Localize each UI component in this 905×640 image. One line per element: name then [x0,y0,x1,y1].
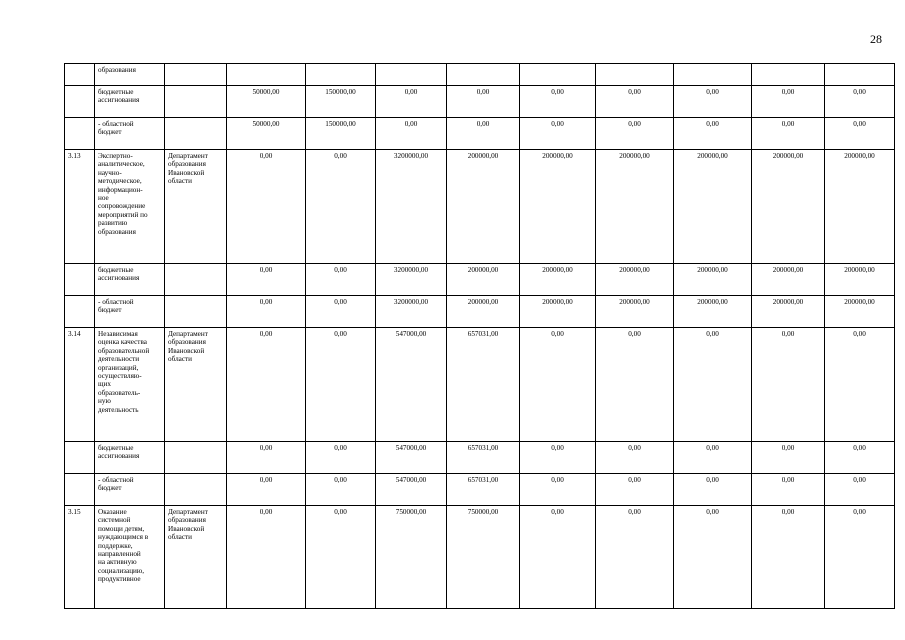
item-name-cell: бюджетные ассигнования [95,442,165,474]
value-cell: 0,00 [674,442,752,474]
value-cell: 0,00 [227,328,306,442]
value-cell: 200000,00 [825,150,895,264]
value-cell: 750000,00 [376,506,447,609]
executor-cell: Департамент образования Ивановской области [165,506,227,609]
value-cell: 200000,00 [520,296,596,328]
value-cell: 547000,00 [376,442,447,474]
value-cell: 0,00 [306,506,376,609]
item-name-cell: - областной бюджет [95,474,165,506]
value-cell: 200000,00 [447,264,520,296]
item-name-cell: - областной бюджет [95,296,165,328]
executor-cell [165,474,227,506]
item-number-cell [65,264,95,296]
value-cell [376,64,447,86]
value-cell: 50000,00 [227,118,306,150]
value-cell: 0,00 [825,328,895,442]
item-number-cell [65,442,95,474]
value-cell: 0,00 [596,328,674,442]
item-name-cell: Экспертно- аналитическое, научно- методическое, информацион- ное сопровождение мероприятий по развитию образования [95,150,165,264]
value-cell: 657031,00 [447,474,520,506]
value-cell: 150000,00 [306,86,376,118]
value-cell: 0,00 [227,296,306,328]
item-name-cell: бюджетные ассигнования [95,86,165,118]
value-cell: 657031,00 [447,442,520,474]
item-number-cell [65,296,95,328]
value-cell: 0,00 [227,150,306,264]
table-row [65,474,895,506]
value-cell: 0,00 [520,506,596,609]
item-number-cell: 3.13 [65,150,95,264]
value-cell: 0,00 [520,86,596,118]
item-name-cell: Независимая оценка качества образовательной деятельности организаций, осуществляю- щих образователь- ную деятельность [95,328,165,442]
value-cell: 3200000,00 [376,150,447,264]
executor-cell [165,64,227,86]
value-cell: 0,00 [227,264,306,296]
table-row [65,328,895,442]
value-cell: 0,00 [227,442,306,474]
value-cell: 0,00 [674,474,752,506]
value-cell: 0,00 [520,118,596,150]
table-row [65,150,895,264]
value-cell: 0,00 [376,86,447,118]
value-cell [596,64,674,86]
value-cell: 200000,00 [674,150,752,264]
value-cell: 50000,00 [227,86,306,118]
value-cell: 0,00 [674,86,752,118]
executor-cell [165,296,227,328]
value-cell: 657031,00 [447,328,520,442]
executor-cell [165,264,227,296]
item-name-cell: образования [95,64,165,86]
executor-cell: Департамент образования Ивановской области [165,328,227,442]
value-cell: 200000,00 [674,264,752,296]
value-cell [752,64,825,86]
value-cell: 200000,00 [825,264,895,296]
value-cell [520,64,596,86]
value-cell: 200000,00 [752,296,825,328]
item-number-cell [65,86,95,118]
value-cell: 0,00 [520,328,596,442]
executor-cell [165,86,227,118]
value-cell: 0,00 [752,474,825,506]
table-row [65,64,895,86]
value-cell: 0,00 [306,296,376,328]
value-cell: 200000,00 [825,296,895,328]
value-cell: 0,00 [447,118,520,150]
value-cell: 150000,00 [306,118,376,150]
executor-cell [165,118,227,150]
table-row [65,296,895,328]
value-cell: 0,00 [376,118,447,150]
table-row [65,264,895,296]
value-cell: 3200000,00 [376,264,447,296]
value-cell: 0,00 [306,442,376,474]
value-cell: 0,00 [447,86,520,118]
value-cell: 0,00 [752,86,825,118]
value-cell: 0,00 [752,442,825,474]
item-name-cell: бюджетные ассигнования [95,264,165,296]
value-cell: 0,00 [227,474,306,506]
value-cell: 0,00 [825,86,895,118]
value-cell: 0,00 [596,506,674,609]
value-cell: 200000,00 [447,150,520,264]
value-cell: 547000,00 [376,474,447,506]
value-cell: 0,00 [596,118,674,150]
value-cell: 0,00 [306,150,376,264]
value-cell: 0,00 [596,86,674,118]
value-cell [306,64,376,86]
value-cell: 0,00 [674,328,752,442]
value-cell: 0,00 [752,328,825,442]
value-cell: 750000,00 [447,506,520,609]
value-cell: 0,00 [752,118,825,150]
item-name-cell: - областной бюджет [95,118,165,150]
value-cell: 0,00 [752,506,825,609]
item-number-cell: 3.15 [65,506,95,609]
table-row [65,506,895,609]
value-cell [447,64,520,86]
item-number-cell [65,474,95,506]
value-cell: 200000,00 [596,264,674,296]
value-cell: 0,00 [825,442,895,474]
executor-cell: Департамент образования Ивановской области [165,150,227,264]
value-cell: 200000,00 [752,150,825,264]
value-cell: 547000,00 [376,328,447,442]
value-cell: 0,00 [306,264,376,296]
value-cell: 0,00 [596,442,674,474]
value-cell: 0,00 [520,442,596,474]
value-cell: 200000,00 [596,150,674,264]
value-cell: 0,00 [306,474,376,506]
value-cell [227,64,306,86]
item-number-cell: 3.14 [65,328,95,442]
table-row [65,118,895,150]
value-cell: 0,00 [306,328,376,442]
value-cell: 0,00 [825,506,895,609]
item-number-cell [65,64,95,86]
value-cell: 0,00 [520,474,596,506]
value-cell [825,64,895,86]
item-number-cell [65,118,95,150]
value-cell: 0,00 [227,506,306,609]
value-cell: 0,00 [596,474,674,506]
value-cell: 0,00 [825,474,895,506]
page-number: 28 [870,32,882,46]
value-cell: 200000,00 [752,264,825,296]
value-cell: 3200000,00 [376,296,447,328]
value-cell: 0,00 [674,118,752,150]
value-cell: 200000,00 [674,296,752,328]
value-cell: 0,00 [825,118,895,150]
value-cell: 200000,00 [447,296,520,328]
table-row [65,86,895,118]
value-cell: 200000,00 [596,296,674,328]
value-cell: 0,00 [674,506,752,609]
value-cell: 200000,00 [520,150,596,264]
executor-cell [165,442,227,474]
value-cell: 200000,00 [520,264,596,296]
value-cell [674,64,752,86]
item-name-cell: Оказание системной помощи детям, нуждающимся в поддержке, направленной на активную социализацию, продуктивное [95,506,165,609]
table-row [65,442,895,474]
budget-table [64,63,895,609]
